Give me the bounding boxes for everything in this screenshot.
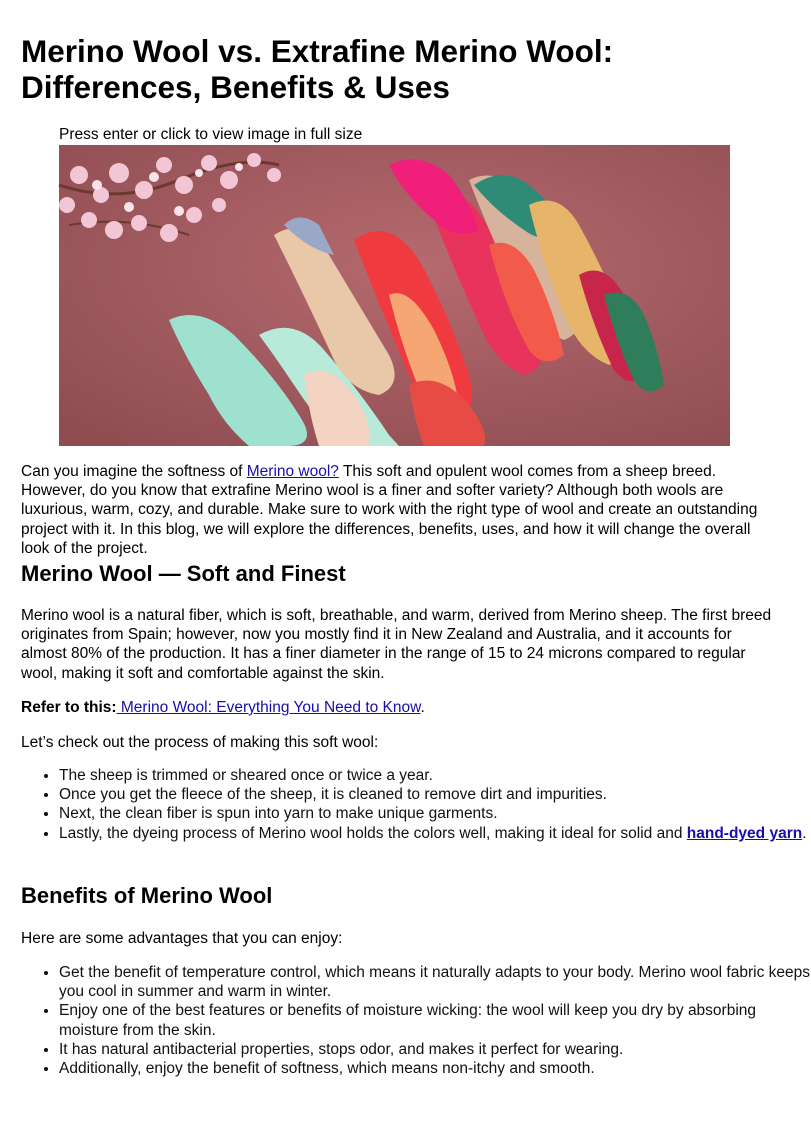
process-intro	[21, 733, 773, 752]
hand-dyed-yarn-link-text: hand-dyed yarn	[686, 824, 803, 842]
list-item: • Next, the clean fiber is spun into yarn to make unique garments.	[59, 804, 811, 823]
section-heading-benefits: Benefits of Merino Wool	[21, 883, 273, 908]
merino-wool-paragraph	[21, 606, 773, 683]
merino-wool-link[interactable]: Merino wool?	[246, 463, 339, 480]
yarn-skeins-photo	[59, 145, 730, 446]
list-item: • Enjoy one of the best features or benefits of moisture wicking: the wool will keep you dry by absorbing moisture from the skin.	[59, 1001, 811, 1039]
hand-dyed-yarn-link[interactable]	[687, 825, 802, 842]
image-caption: Press enter or click to view image in full size	[59, 126, 363, 143]
list-item: • Get the benefit of temperature control, which means it naturally adapts to your body. Merino wool fabric keeps you cool in summer and warm in winter.	[59, 963, 811, 1001]
intro-paragraph	[21, 462, 773, 558]
hero-image[interactable]	[59, 145, 730, 446]
last-step-end: .	[802, 824, 807, 842]
intro-text-start: Can you imagine the softness of	[21, 463, 247, 480]
benefits-intro-text: Here are some advantages that you can enjoy:	[21, 930, 343, 947]
intro-text-end: This soft and opulent wool comes from a sheep breed. However, do you know that extrafine Merino wool is a finer and softer variety? Although both wools are luxurious, warm, cozy, and durable. Make sure to work with the right type of wool and create an outstanding project with it. In this blog, we will explore the differences, benefits, uses, and how it will change the overall look of the project.	[21, 463, 758, 557]
list-item: • The sheep is trimmed or sheared once or twice a year.	[59, 766, 811, 785]
merino-guide-link[interactable]: Merino Wool: Everything You Need to Know	[116, 699, 421, 716]
list-item	[59, 824, 811, 843]
section-heading-merino-wool: Merino Wool — Soft and Finest	[21, 561, 346, 586]
article-title: Merino Wool vs. Extrafine Merino Wool: Differences, Benefits & Uses	[21, 33, 614, 105]
process-steps-list	[21, 766, 811, 843]
refer-line	[21, 698, 773, 717]
benefits-intro	[21, 929, 773, 948]
process-intro-text: Let’s check out the process of making this soft wool:	[21, 734, 379, 751]
list-item: • It has natural antibacterial properties, stops odor, and makes it perfect for wearing.	[59, 1040, 811, 1059]
refer-end: .	[420, 699, 425, 716]
list-item: • Additionally, enjoy the benefit of softness, which means non-itchy and smooth.	[59, 1059, 811, 1078]
merino-wool-description: Merino wool is a natural fiber, which is soft, breathable, and warm, derived from Merino sheep. The first breed originates from Spain; however, now you mostly find it in New Zealand and Australia, and it accounts for almost 80% of the production. It has a finer diameter in the range of 15 to 24 microns compared to regular wool, making it soft and comfortable against the skin.	[21, 607, 772, 682]
benefits-list	[21, 963, 811, 1078]
refer-label: Refer to this:	[21, 699, 117, 716]
list-item: • Once you get the fleece of the sheep, it is cleaned to remove dirt and impurities.	[59, 785, 811, 804]
last-step-text: Lastly, the dyeing process of Merino wool holds the colors well, making it ideal for solid and	[59, 824, 687, 842]
